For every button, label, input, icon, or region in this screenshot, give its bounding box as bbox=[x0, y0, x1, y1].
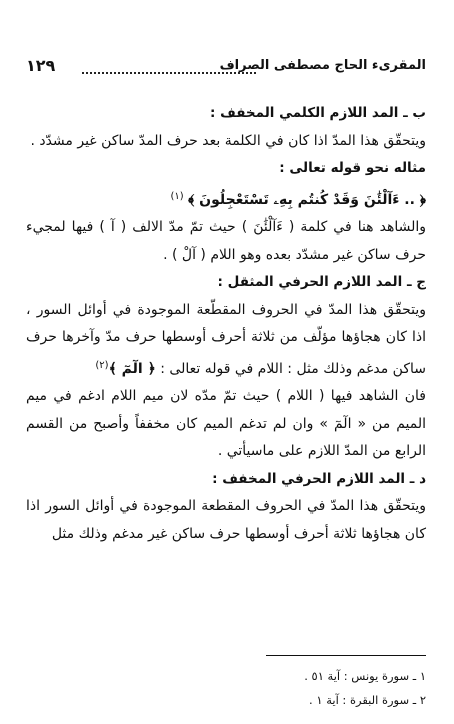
paragraph: فان الشاهد فيها ( اللام ) حيث تمّ مدّه لان ميم اللام ادغم في ميم الميم من « الٓمٓ » وان لم تدغم الميم كان مخففاً وأصبح من القسم الرابع من المدّ اللازم على ماسيأتي . bbox=[26, 388, 426, 459]
paragraph: والشاهد هنا في كلمة ( ءَآلْئَٰنَ ) حيث تمّ مدّ الالف ( آ ) فيها لمجيء حرف ساكن غير مشدّد بعده وهو اللام ( آلْ ) . bbox=[26, 219, 426, 263]
verse-line bbox=[26, 183, 426, 215]
section-heading-j: ج ـ المد اللازم الحرفي المثقل : bbox=[217, 274, 426, 290]
footnote-1: ١ ـ سورة يونس : آية ٥١ . bbox=[304, 669, 426, 683]
footnote-separator bbox=[266, 655, 426, 656]
section-heading-d: د ـ المد اللازم الحرفي المخفف : bbox=[212, 470, 426, 487]
running-header bbox=[26, 58, 426, 80]
header-title: المقرىء الحاج مصطفى الصراف bbox=[219, 58, 426, 73]
section-heading-b: ب ـ المد اللازم الكلمي المخفف : bbox=[210, 105, 426, 121]
paragraph: ويتحقّق هذا المدّ اذا كان في الكلمة بعد حرف المدّ ساكن غير مشدّد . bbox=[30, 132, 426, 149]
paragraph bbox=[26, 297, 426, 384]
footnote-marker-1: (١) bbox=[170, 190, 184, 202]
page-number: ١٢٩ bbox=[26, 56, 56, 75]
example-intro: مثاله نحو قوله تعالى : bbox=[279, 160, 426, 176]
paragraph-text: ويتحقّق هذا المدّ في الحروف المقطّعة الموجودة في أوائل السور ، اذا كان هجاؤها مؤلّف من ثلاثة أحرف أوسطها حرف مدّ وآخرها حرف ساكن مدغم وذلك مثل : اللام في قوله تعالى : bbox=[26, 301, 426, 377]
footnote-marker-2: (٢) bbox=[95, 359, 109, 371]
footnote-2: ٢ ـ سورة البقرة : آية ١ . bbox=[309, 693, 426, 707]
quran-verse: ﴿ الٓمٓ ﴾ bbox=[108, 360, 156, 377]
header-dotted-leader bbox=[82, 72, 256, 74]
paragraph: ويتحقّق هذا المدّ في الحروف المقطعة الموجودة في أوائل السور اذا كان هجاؤها ثلاثة أحرف أوسطها حرف ساكن غير مدغم وذلك مثل bbox=[26, 498, 426, 542]
quran-verse: ﴿ .. ءَآلْئَٰنَ وَقَدْ كُنتُم بِهِۦ تَسْتَعْجِلُونَ ﴾ bbox=[188, 191, 426, 208]
body-text bbox=[26, 100, 426, 548]
footnotes bbox=[26, 664, 426, 712]
